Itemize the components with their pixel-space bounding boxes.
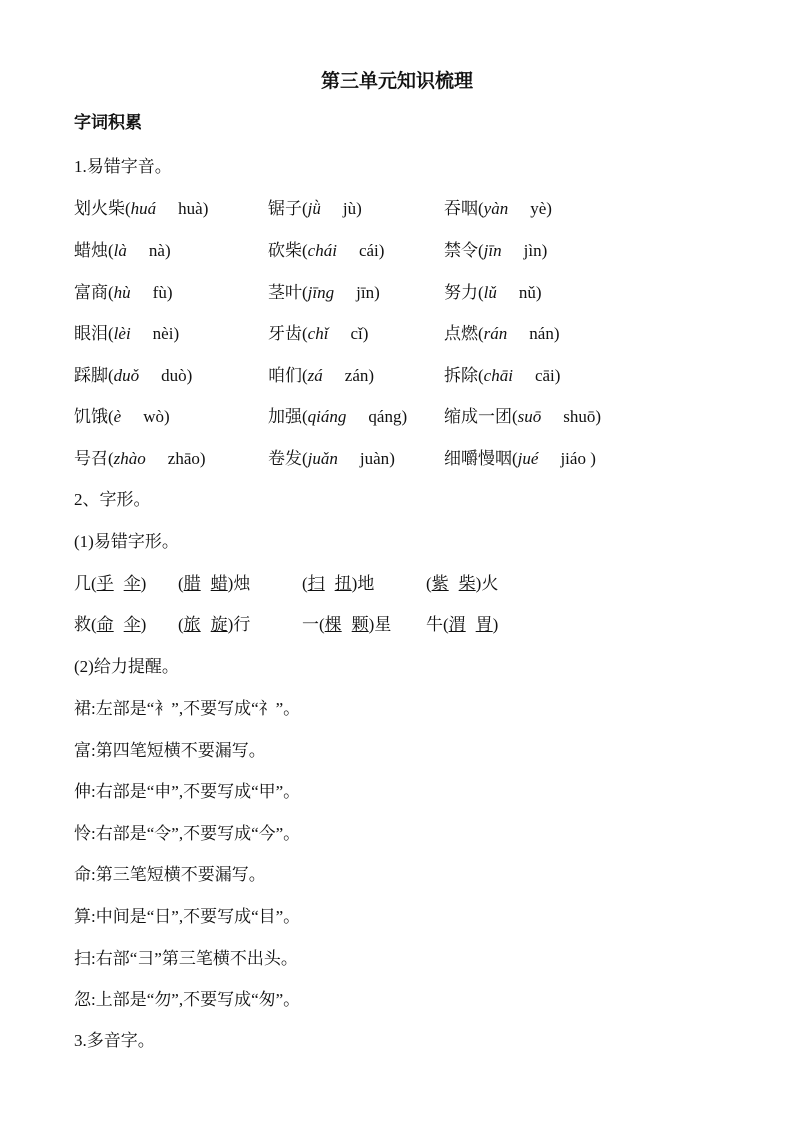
section-heading: 字词积累 [74, 113, 142, 132]
shape-suffix: ) [140, 574, 147, 593]
tip-item: 伸:右部是“申”,不要写成“甲”。 [74, 782, 301, 802]
shape-option-a: 棵 [324, 615, 342, 634]
pinyin-option-b: nǔ [518, 283, 536, 302]
shape-prefix: 牛( [426, 615, 449, 634]
shape-option-b: 颗 [351, 615, 369, 634]
pinyin-option-b: zhāo [167, 449, 200, 468]
close-paren: ) [356, 199, 362, 218]
tip-item: 裙:左部是“衤”,不要写成“礻”。 [74, 699, 301, 718]
close-paren: ) [585, 449, 596, 468]
shape-suffix: )星 [368, 615, 392, 634]
subsection-shape: 2、字形。 [74, 490, 151, 509]
shape-option-a: 扫 [307, 574, 325, 593]
shape-item [426, 610, 498, 635]
pinyin-option-b: fù [152, 283, 167, 302]
shape-item [74, 610, 146, 635]
word: 眼泪( [74, 324, 114, 343]
pronunciation-item [74, 236, 171, 261]
shape-option-a: 乎 [96, 574, 114, 593]
close-paren: ) [554, 366, 561, 385]
word: 划火柴( [74, 199, 131, 218]
shape-option-b: 蜡 [210, 574, 228, 593]
pinyin-option-a: chǐ [307, 324, 329, 343]
word: 加强( [268, 407, 308, 426]
pinyin-option-a: qiáng [307, 407, 347, 426]
pinyin-option-a: jǜ [307, 199, 321, 218]
tip-item: 富:第四笔短横不要漏写。 [74, 740, 266, 760]
shape-option-a: 腊 [183, 574, 201, 593]
pinyin-option-a: huá [130, 199, 157, 218]
close-paren: ) [389, 449, 395, 468]
word: 牙齿( [268, 324, 308, 343]
pronunciation-item [444, 444, 596, 469]
pinyin-option-b: jiáo [560, 449, 586, 468]
subsection-pronunciation: 1.易错字音。 [74, 157, 172, 176]
pronunciation-item [268, 319, 368, 344]
pronunciation-item [444, 278, 542, 303]
pronunciation-item [444, 194, 552, 219]
shape-prefix: ( [178, 574, 184, 593]
close-paren: ) [199, 449, 206, 468]
pinyin-option-b: cǐ [350, 324, 363, 343]
shape-option-b: 伞 [123, 615, 141, 634]
word: 努力( [444, 283, 484, 302]
close-paren: ) [186, 366, 193, 385]
pinyin-option-a: è [113, 407, 122, 426]
word: 点燃( [444, 324, 484, 343]
page-title: 第三单元知识梳理 [320, 71, 473, 92]
close-paren: ) [541, 241, 548, 260]
close-paren: ) [546, 199, 552, 218]
tip-item: 扫:右部“彐”第三笔横不出头。 [74, 948, 298, 968]
shape-prefix: 一( [302, 615, 325, 634]
word: 砍柴( [268, 241, 308, 260]
close-paren: ) [362, 324, 369, 343]
pinyin-option-b: wò [143, 407, 164, 426]
pinyin-option-b: jīn [356, 283, 375, 302]
pronunciation-item [74, 444, 206, 469]
close-paren: ) [535, 283, 542, 302]
pinyin-option-a: jué [517, 449, 539, 468]
pinyin-option-b: qáng [368, 407, 402, 426]
shape-item [302, 610, 391, 635]
tip-item: 算:中间是“日”,不要写成“目”。 [74, 907, 301, 926]
tip-item: 忽:上部是“勿”,不要写成“匆”。 [74, 990, 301, 1010]
shape-suffix: ) [140, 615, 147, 634]
pronunciation-item [74, 319, 179, 344]
word: 踩脚( [74, 366, 114, 385]
shape-option-a: 命 [96, 615, 114, 634]
tip-item: 命:第三笔短横不要漏写。 [74, 865, 266, 885]
word: 拆除( [444, 366, 484, 385]
shape-option-a: 紫 [431, 574, 449, 593]
word: 茎叶( [268, 283, 308, 302]
word: 卷发( [268, 449, 308, 468]
shape-suffix: ) [492, 615, 499, 634]
pronunciation-item [268, 194, 362, 219]
shape-suffix: )行 [227, 615, 251, 634]
shape-suffix: )地 [351, 574, 375, 593]
pronunciation-item [444, 319, 560, 344]
pronunciation-item [74, 194, 208, 219]
pinyin-option-a: chái [307, 241, 337, 260]
close-paren: ) [166, 283, 173, 302]
pinyin-option-b: nèi [152, 324, 174, 343]
close-paren: ) [173, 324, 180, 343]
pronunciation-item [74, 278, 173, 303]
shape-option-a: 旅 [183, 615, 201, 634]
pronunciation-item [444, 236, 547, 261]
pinyin-option-b: cāi [534, 366, 555, 385]
pinyin-option-a: lǔ [483, 283, 497, 302]
shape-option-b: 柴 [458, 574, 476, 593]
close-paren: ) [202, 199, 209, 218]
pronunciation-item [268, 444, 395, 469]
shape-option-a: 渭 [448, 615, 466, 634]
close-paren: ) [595, 407, 602, 426]
shape-item [74, 569, 146, 594]
pronunciation-item [268, 361, 374, 386]
pronunciation-item [268, 278, 380, 303]
pinyin-option-b: shuō [563, 407, 596, 426]
pinyin-option-a: rán [483, 324, 508, 343]
shape-item [178, 610, 250, 635]
subsection-polyphones: 3.多音字。 [74, 1031, 155, 1050]
subsection-tips: (2)给力提醒。 [74, 657, 179, 676]
word: 禁令( [444, 241, 484, 260]
shape-prefix: 几( [74, 574, 97, 593]
pinyin-option-a: hù [113, 283, 131, 302]
subsection-shape-errors: (1)易错字形。 [74, 532, 179, 551]
pinyin-option-b: yè [530, 199, 547, 218]
pinyin-option-b: zán [344, 366, 369, 385]
pinyin-option-b: juàn [359, 449, 390, 468]
pinyin-option-a: jīn [483, 241, 502, 260]
shape-prefix: ( [426, 574, 432, 593]
close-paren: ) [401, 407, 408, 426]
word: 富商( [74, 283, 114, 302]
shape-suffix: )烛 [227, 574, 251, 593]
shape-item [426, 569, 498, 594]
word: 饥饿( [74, 407, 114, 426]
shape-option-b: 胃 [475, 615, 493, 634]
pronunciation-item [444, 402, 601, 427]
pinyin-option-a: yàn [483, 199, 509, 218]
shape-option-b: 旋 [210, 615, 228, 634]
shape-option-b: 伞 [123, 574, 141, 593]
close-paren: ) [164, 241, 171, 260]
pinyin-option-a: zá [307, 366, 323, 385]
pronunciation-item [74, 402, 170, 427]
shape-prefix: ( [302, 574, 308, 593]
pinyin-option-a: juǎn [307, 449, 338, 468]
shape-suffix: )火 [475, 574, 499, 593]
shape-item [178, 569, 250, 594]
tip-item: 怜:右部是“令”,不要写成“今”。 [74, 823, 301, 843]
pinyin-option-b: nán [529, 324, 554, 343]
pronunciation-item [444, 361, 560, 386]
pronunciation-item [74, 361, 192, 386]
pinyin-option-a: chāi [483, 366, 513, 385]
pinyin-option-a: duǒ [113, 366, 140, 385]
word: 缩成一团( [444, 407, 518, 426]
word: 吞咽( [444, 199, 484, 218]
word: 号召( [74, 449, 114, 468]
shape-prefix: ( [178, 615, 184, 634]
pinyin-option-b: nà [148, 241, 165, 260]
word: 咱们( [268, 366, 308, 385]
shape-item [302, 569, 374, 594]
word: 锯子( [268, 199, 308, 218]
close-paren: ) [164, 407, 170, 426]
close-paren: ) [378, 241, 385, 260]
pronunciation-item [268, 236, 384, 261]
shape-prefix: 救( [74, 615, 97, 634]
word: 蜡烛( [74, 241, 114, 260]
pinyin-option-b: cái [358, 241, 379, 260]
pronunciation-item [268, 402, 407, 427]
shape-option-b: 扭 [334, 574, 352, 593]
word: 细嚼慢咽( [444, 449, 518, 468]
pinyin-option-a: là [113, 241, 127, 260]
close-paren: ) [553, 324, 560, 343]
pinyin-option-a: suō [517, 407, 542, 426]
pinyin-option-a: jīng [307, 283, 335, 302]
pinyin-option-b: jù [342, 199, 357, 218]
pinyin-option-b: duò [161, 366, 187, 385]
pinyin-option-a: zhào [113, 449, 146, 468]
close-paren: ) [374, 283, 380, 302]
pinyin-option-b: huà [178, 199, 203, 218]
pinyin-option-b: jìn [523, 241, 542, 260]
close-paren: ) [368, 366, 375, 385]
pinyin-option-a: lèi [113, 324, 131, 343]
